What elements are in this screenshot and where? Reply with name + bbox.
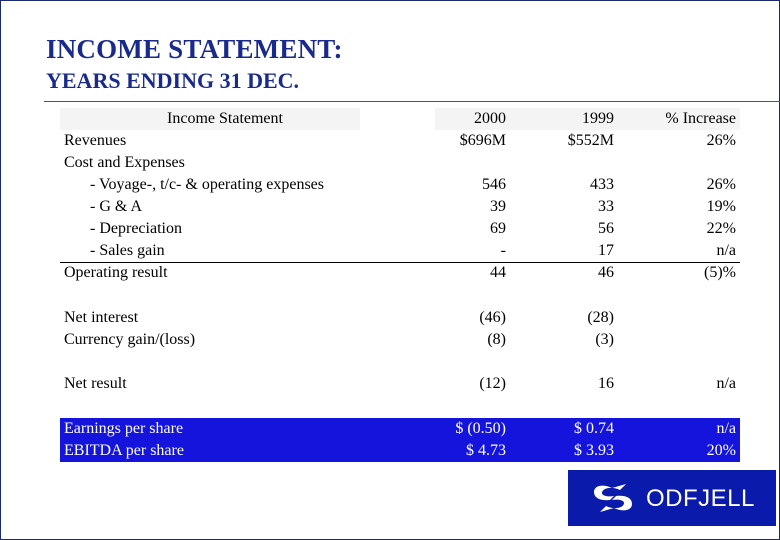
table-row [60,307,740,329]
header-label: Income Statement [167,110,283,127]
value-increase: n/a [716,242,736,259]
table-row [60,240,740,262]
table-row [60,196,740,218]
value-2000: $ 4.73 [466,442,506,459]
row-label: Cost and Expenses [64,154,185,171]
row-label: - Sales gain [90,242,165,259]
value-1999: (28) [587,309,614,326]
row-label: Net interest [64,309,139,326]
value-2000: - [500,242,506,259]
value-1999: $ 3.93 [574,442,614,459]
table-row [60,418,740,440]
row-label: Net result [64,375,127,392]
row-label: - G & A [90,198,142,215]
table-row [60,152,740,174]
odfjell-logo-icon [590,482,636,514]
row-label: Earnings per share [64,420,184,437]
value-increase: 26% [706,176,736,193]
value-2000: 69 [490,220,506,237]
slide-title: INCOME STATEMENT: [46,34,343,64]
value-1999: 17 [598,242,614,259]
header-2000: 2000 [474,110,506,127]
value-2000: 44 [490,264,506,281]
value-increase [650,307,736,329]
value-increase: n/a [716,375,736,392]
value-2000: (8) [487,331,506,348]
value-1999: 56 [598,220,614,237]
value-2000: $696M [459,132,506,149]
value-increase: 20% [706,442,736,459]
value-1999: 33 [598,198,614,215]
header-increase: % Increase [665,110,736,127]
row-label: - Voyage-, t/c- & operating expenses [90,176,325,193]
value-increase: n/a [716,420,736,437]
table-row [60,262,740,284]
value-increase: 22% [706,220,736,237]
row-label: EBITDA per share [64,442,184,459]
table-row [60,174,740,196]
value-1999: 16 [598,375,614,392]
value-2000: $ (0.50) [455,420,506,437]
value-2000: (12) [479,375,506,392]
value-2000: 39 [490,198,506,215]
row-label: Revenues [64,132,127,149]
value-1999: $552M [567,132,614,149]
value-1999: 46 [598,264,614,281]
value-1999: 433 [590,176,614,193]
table-row [60,440,740,462]
company-logo [568,470,776,526]
table-row [60,373,740,395]
row-label: Currency gain/(loss) [64,331,196,348]
value-increase [650,329,736,351]
value-increase: 26% [706,132,736,149]
value-1999: (3) [595,331,614,348]
row-label: - Depreciation [90,220,182,237]
header-1999: 1999 [582,110,614,127]
table-row [60,329,740,351]
value-increase: 19% [706,198,736,215]
logo-wordmark: ODFJELL [646,485,755,512]
slide-subtitle: YEARS ENDING 31 DEC. [46,68,300,93]
value-2000: 546 [482,176,506,193]
title-divider [44,101,780,102]
table-header-row [60,108,740,130]
table-row [60,218,740,240]
value-1999: $ 0.74 [574,420,614,437]
table-row [60,130,740,152]
value-2000: (46) [479,309,506,326]
row-label: Operating result [64,264,168,281]
value-increase: (5)% [704,264,736,281]
